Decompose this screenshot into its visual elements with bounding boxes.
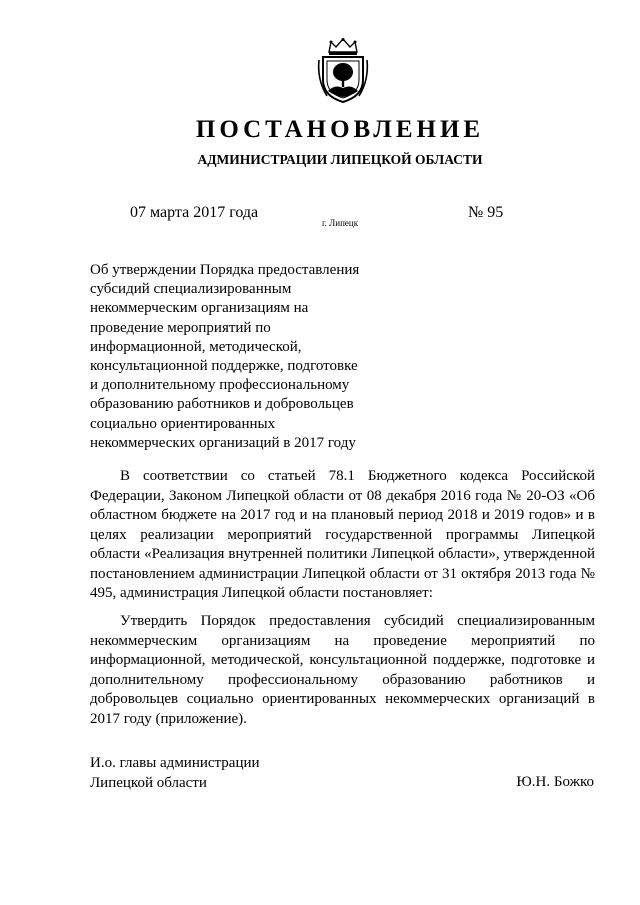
subject-line: субсидий специализированным xyxy=(90,281,292,298)
signatory-title xyxy=(90,754,260,793)
subject-line: социально ориентированных xyxy=(90,415,276,432)
issuer-title: АДМИНИСТРАЦИИ ЛИПЕЦКОЙ ОБЛАСТИ xyxy=(197,152,483,167)
document-number: № 95 xyxy=(468,204,504,221)
subject-line: информационной, методической, xyxy=(90,338,302,355)
signatory-title-line: И.о. главы администрации xyxy=(90,755,260,771)
subject-line: консультационной поддержке, подготовке xyxy=(90,358,358,375)
subject-line: Об утверждении Порядка предоставления xyxy=(90,262,360,278)
subject-line: проведение мероприятий по xyxy=(90,319,271,336)
document-city: г. Липецк xyxy=(322,218,359,228)
signatory-name: Ю.Н. Божко xyxy=(516,774,594,790)
resolution-paragraph: Утвердить Порядок предоставления субсидий специализированным некоммерческим организациям на проведение мероприятий по информационной, методической, консультационной поддержке, подготовке и дополнительному профессиональному образованию работников и добровольцев социально ориентированных некоммерческих организаций в 2017 году (приложение). xyxy=(90,613,595,727)
document-date: 07 марта 2017 года xyxy=(130,204,259,221)
document-subject xyxy=(90,261,390,453)
subject-line: образованию работников и добровольцев xyxy=(90,396,354,413)
subject-line: некоммерческим организациям на xyxy=(90,300,309,317)
document-type-title: ПОСТАНОВЛЕНИЕ xyxy=(195,116,485,143)
signatory-title-line: Липецкой области xyxy=(90,774,207,791)
preamble-paragraph: В соответствии со статьей 78.1 Бюджетного кодекса Российской Федерации, Законом Липецкой области от 08 декабря 2016 года № 20-ОЗ «Об областном бюджете на 2017 год и на плановый период 2018 и 2019 годов» и в целях реализации мероприятий государственной программы Липецкой области «Реализация внутренней политики Липецкой области», утвержденной постановлением администрации Липецкой области от 31 октября 2013 года № 495, администрация Липецкой области постановляет: xyxy=(90,468,595,601)
subject-line: и дополнительному профессиональному xyxy=(90,377,350,394)
subject-line: некоммерческих организаций в 2017 году xyxy=(90,434,356,451)
lipetsk-coat-of-arms-icon xyxy=(315,38,371,104)
